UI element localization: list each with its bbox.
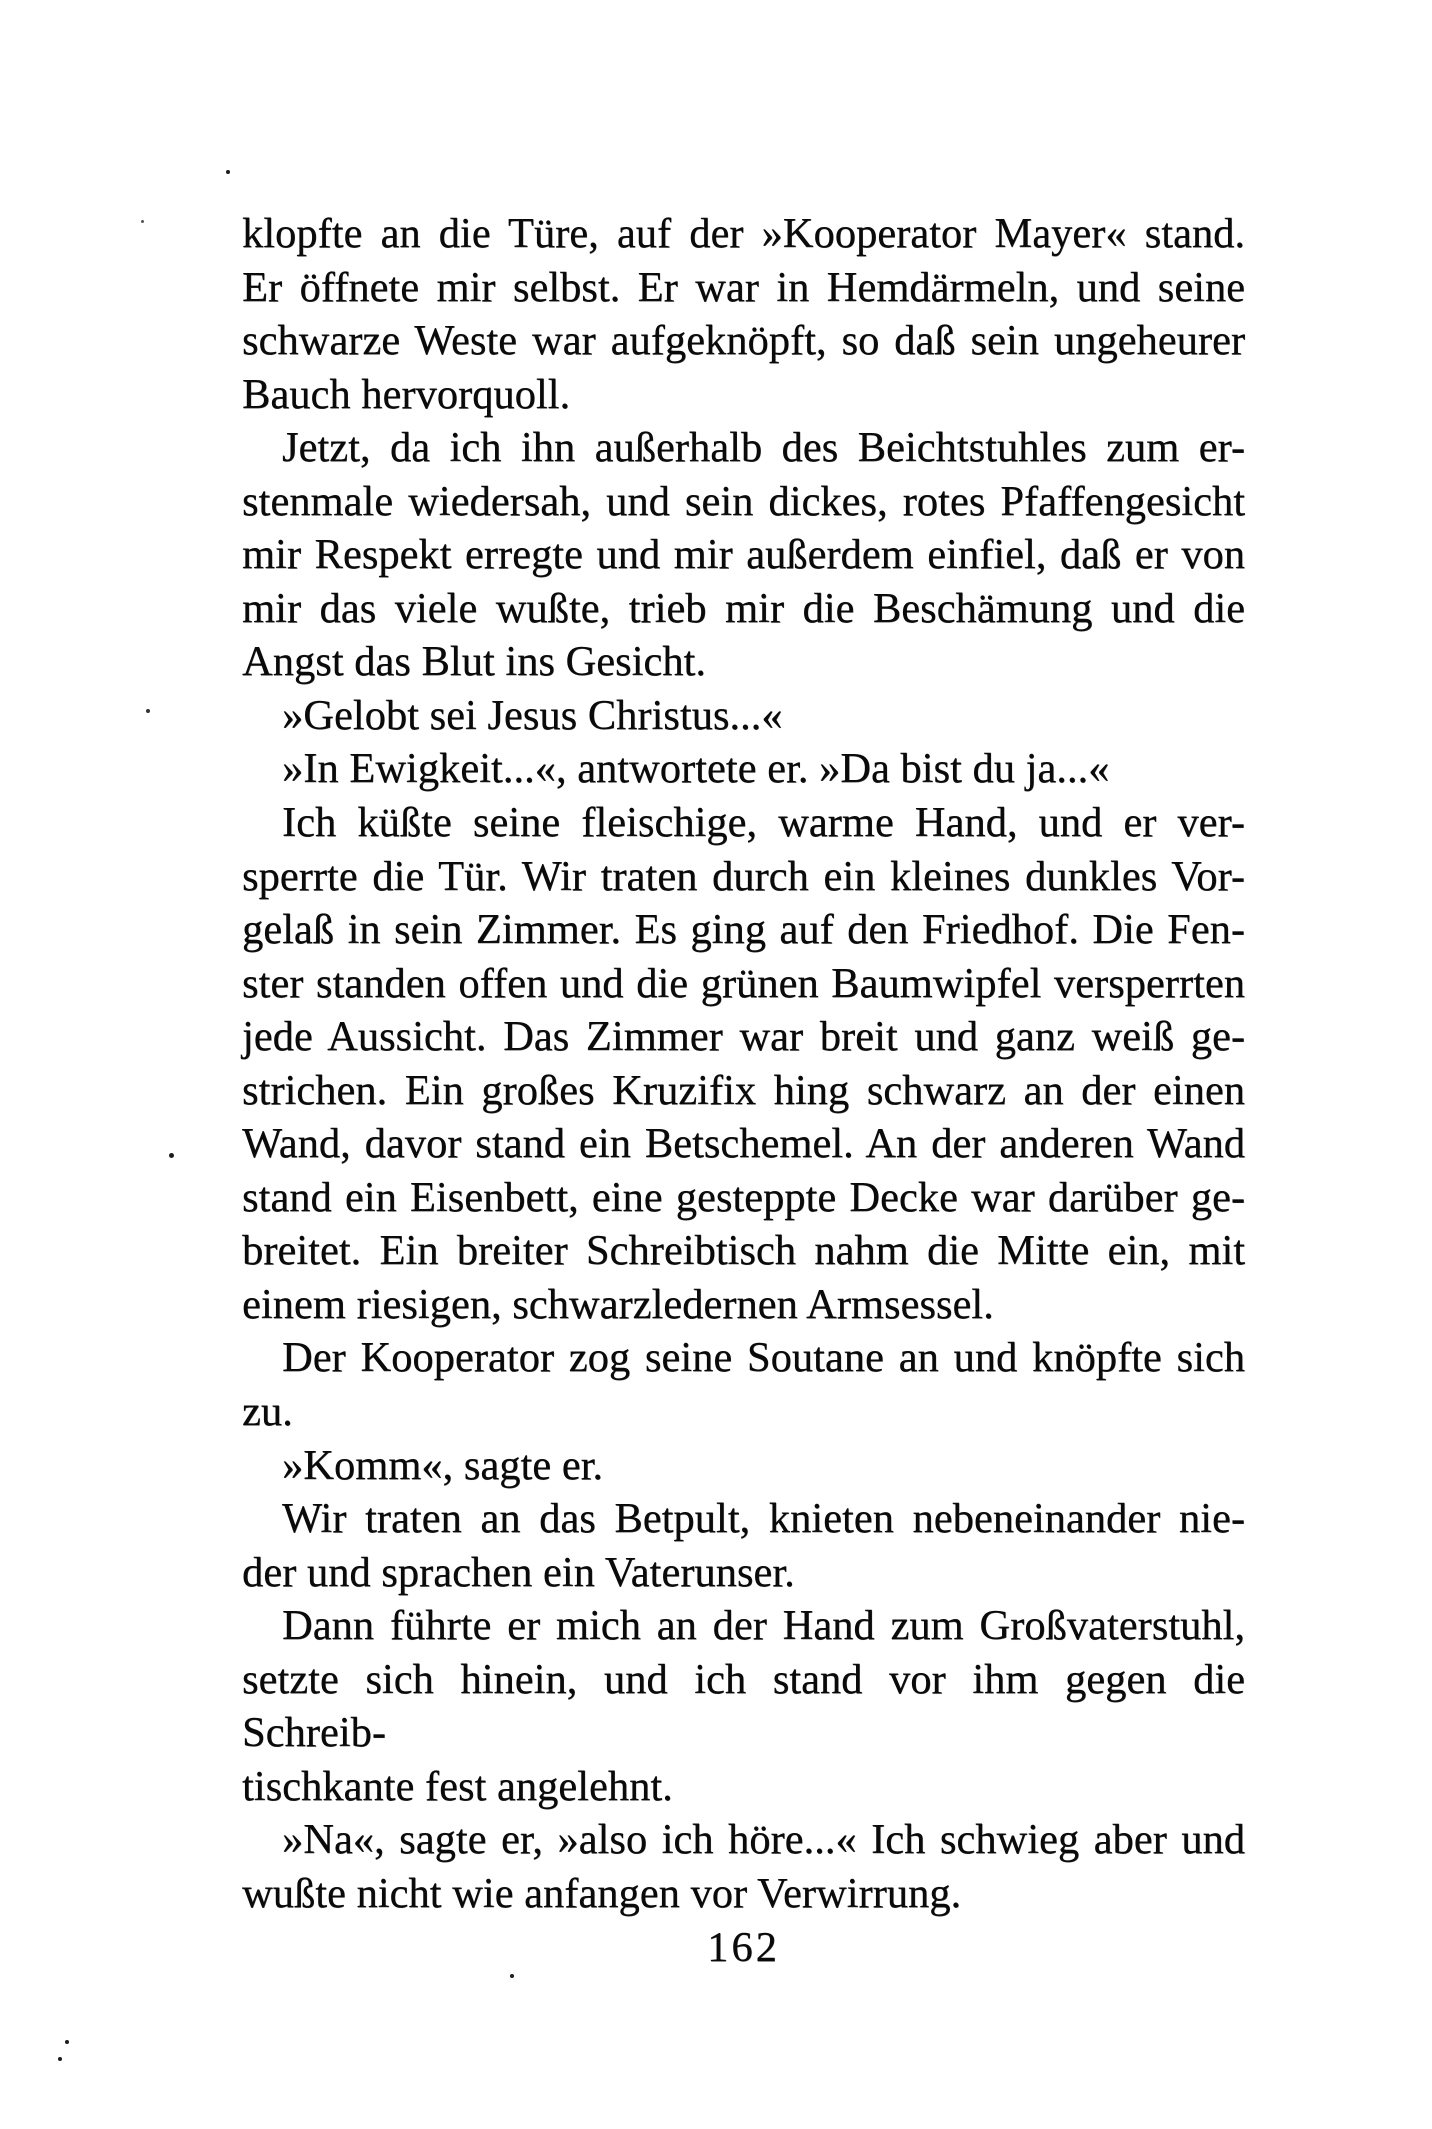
page-number: 162 [707, 1924, 780, 1971]
text-line: schwarze Weste war aufgeknöpft, so daß sein ungeheurer [242, 317, 1245, 365]
text-line: klopfte an die Türe, auf der »Kooperator Mayer« stand. [242, 210, 1245, 257]
text-line: wußte nicht wie anfangen vor Verwirrung. [242, 1869, 962, 1917]
text-line: gelaß in sein Zimmer. Es ging auf den Friedhof. Die Fen- [242, 906, 1245, 954]
text-line: Ich küßte seine fleischige, warme Hand, und er ver- [282, 799, 1245, 847]
text-line: strichen. Ein großes Kruzifix hing schwarz an der einen [242, 1066, 1245, 1114]
text-line: ster standen offen und die grünen Baumwipfel versperrten [242, 959, 1245, 1007]
text-block [242, 207, 1245, 1921]
scan-speck [169, 1153, 174, 1158]
text-line: tischkante fest angelehnt. [242, 1762, 673, 1810]
text-line: mir das viele wußte, trieb mir die Beschämung und die [242, 584, 1245, 632]
text-line: Er öffnete mir selbst. Er war in Hemdärmeln, und seine [242, 263, 1245, 311]
text-line: stenmale wiedersah, und sein dickes, rotes Pfaffengesicht [242, 477, 1245, 525]
scan-speck [146, 709, 150, 713]
text-line: Dann führte er mich an der Hand zum Großvaterstuhl, [282, 1602, 1245, 1650]
text-line: zu. [242, 1388, 293, 1436]
text-line: Bauch hervorquoll. [242, 370, 571, 418]
text-line: Der Kooperator zog seine Soutane an und knöpfte sich [282, 1334, 1245, 1382]
text-line: Jetzt, da ich ihn außerhalb des Beichtstuhles zum er- [282, 424, 1245, 472]
text-line: jede Aussicht. Das Zimmer war breit und ganz weiß ge- [242, 1013, 1245, 1061]
text-line: sperrte die Tür. Wir traten durch ein kleines dunkles Vor- [242, 852, 1245, 900]
text-line: einem riesigen, schwarzledernen Armsessel. [242, 1280, 994, 1328]
text-line: »In Ewigkeit...«, antwortete er. »Da bist du ja...« [282, 745, 1110, 793]
text-line: mir Respekt erregte und mir außerdem einfiel, daß er von [242, 531, 1245, 579]
text-line: »Komm«, sagte er. [282, 1441, 604, 1489]
text-line: »Na«, sagte er, »also ich höre...« Ich schwieg aber und [282, 1816, 1245, 1864]
text-line: »Gelobt sei Jesus Christus...« [282, 691, 783, 739]
text-line: Angst das Blut ins Gesicht. [242, 638, 706, 686]
scan-speck [141, 220, 144, 223]
scan-speck [226, 170, 230, 174]
text-line: breitet. Ein breiter Schreibtisch nahm die Mitte ein, mit [242, 1227, 1245, 1275]
text-line: Wir traten an das Betpult, knieten nebeneinander nie- [282, 1495, 1245, 1543]
text-line: der und sprachen ein Vaterunser. [242, 1548, 795, 1596]
text-line: stand ein Eisenbett, eine gesteppte Decke war darüber ge- [242, 1173, 1245, 1221]
scan-speck [510, 1974, 514, 1978]
scan-speck [58, 2057, 62, 2061]
scan-speck [65, 2040, 69, 2044]
text-line: Wand, davor stand ein Betschemel. An der anderen Wand [242, 1120, 1245, 1168]
text-line: setzte sich hinein, und ich stand vor ihm gegen die Schreib- [242, 1655, 1245, 1757]
